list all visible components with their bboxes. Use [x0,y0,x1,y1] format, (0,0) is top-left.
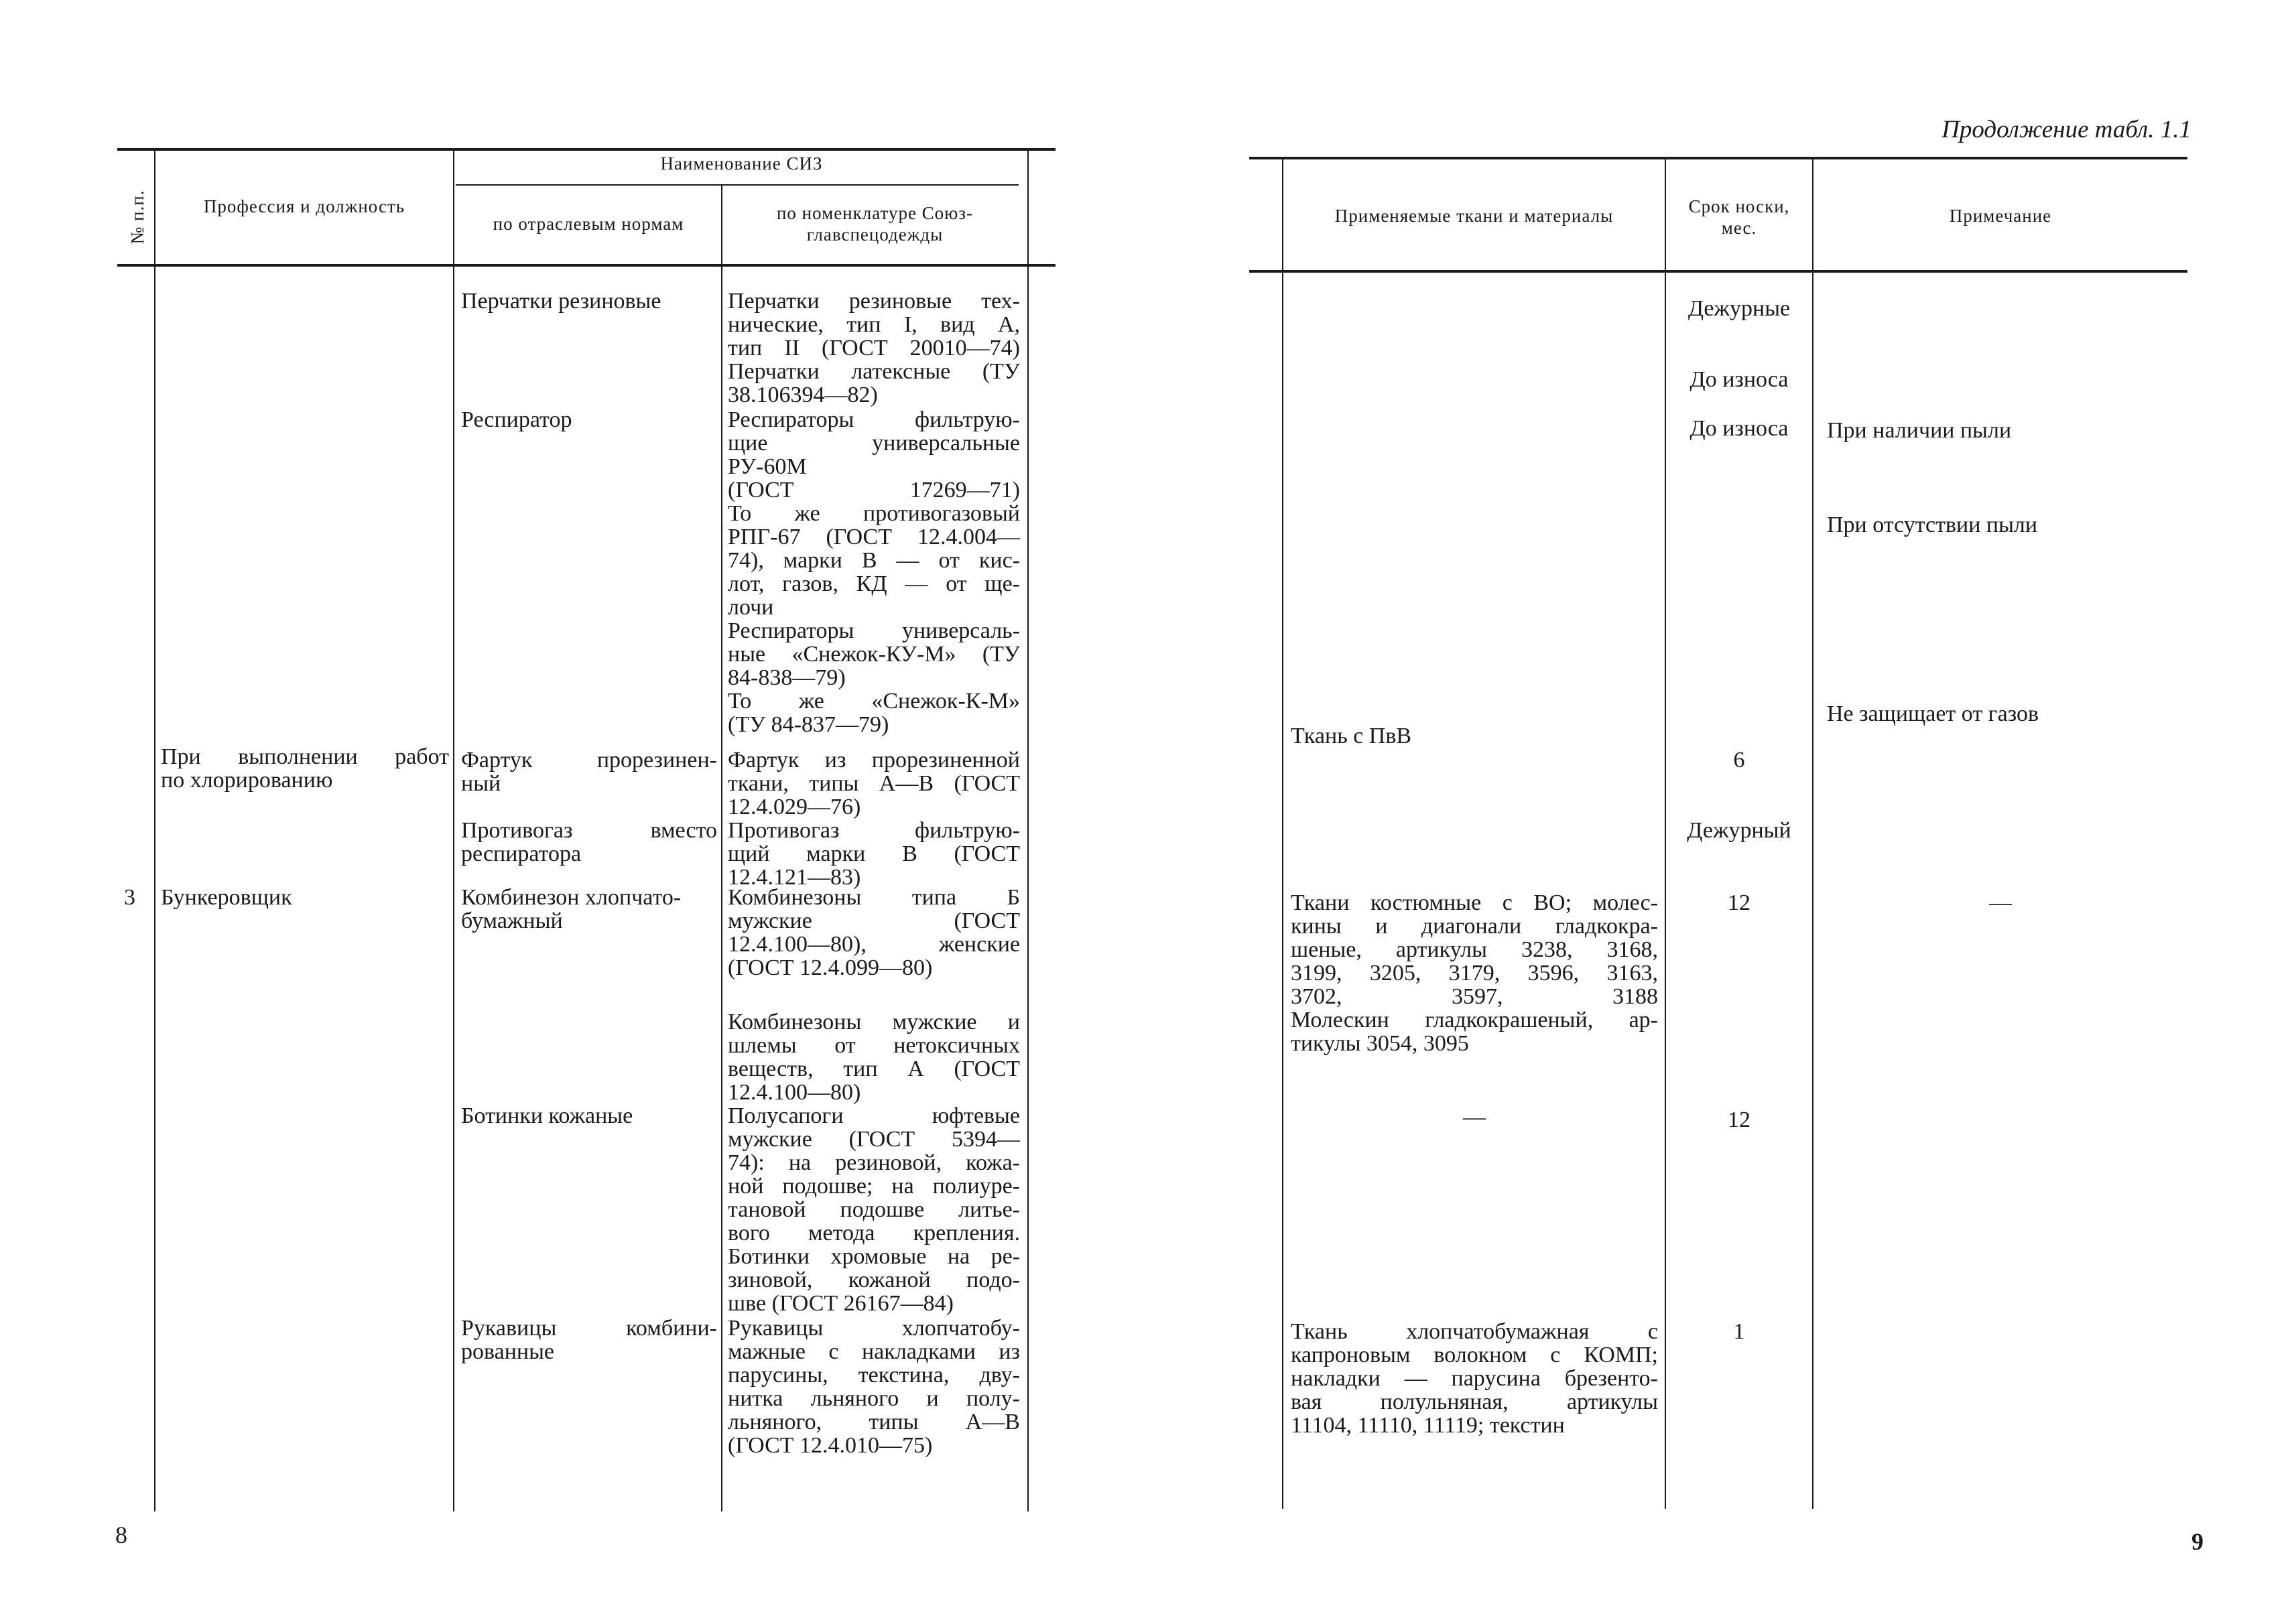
text-line: шве (ГОСТ 26167—84) [728,1291,954,1316]
material-cotton [1291,1320,1658,1437]
header-num: № п.п. [127,190,147,245]
header-profession: Профессия и должность [203,196,405,216]
text-line: (ГОСТ 12.4.010—75) [728,1433,933,1458]
nomenclature-respirators [728,408,1020,736]
left-col-rule-1 [154,148,155,1511]
material-pvv: Ткань с ПвВ [1291,724,1412,748]
term-value: До износа [1689,416,1789,441]
norm-line: бумажный [461,908,563,933]
text-line: То же «Снежок-К-М» [728,689,1020,714]
profession-line: по хлорированию [161,768,333,793]
norm-line: рованные [461,1339,555,1364]
nomenclature-overall-nontoxic [728,1010,1020,1104]
profession-bunker: Бункеровщик [161,885,292,910]
text-line: Полусапоги юфтевые [728,1103,1020,1128]
term-value: 1 [1733,1319,1745,1344]
text-line: Респираторы фильтрую- [728,407,1020,432]
norm-line: Фартук прорезинен- [461,748,717,772]
text-line: То же противогазовый [728,501,1020,526]
nomenclature-apron [728,748,1020,819]
term-value: 12 [1728,890,1750,915]
text-line: парусины, текстина, дву- [728,1363,1020,1388]
text-line: шеные, артикулы 3238, 3168, [1291,937,1658,962]
left-header-bottom-rule [117,264,1056,267]
text-line: 12.4.029—76) [728,795,861,819]
right-header-bottom-rule [1249,270,2187,273]
text-line: мужские (ГОСТ 5394— [728,1127,1020,1152]
text-line: мужские (ГОСТ [728,908,1020,933]
left-col-rule-4 [1027,148,1029,1511]
text-line: лочи [728,595,774,620]
nomenclature-mittens [728,1316,1020,1457]
text-line: вая полульняная, артикулы [1291,1390,1658,1414]
text-line: ной подошве; на полиуре- [728,1174,1020,1199]
text-line: 12.4.100—80), женские [728,932,1020,957]
header-nomenclature [722,202,1027,245]
norm-line: Противогаз вместо [461,818,717,843]
text-line: 74), марки В — от кис- [728,548,1020,573]
note-dust-absent: При отсутствии пыли [1827,513,2038,537]
term-value: 12 [1728,1107,1750,1132]
text-line: 3199, 3205, 3179, 3596, 3163, [1291,961,1658,986]
text-line: 84-838—79) [728,665,846,690]
header-materials: Применяемые ткани и материалы [1334,206,1614,226]
note-dash: — [1989,890,2012,915]
header-term [1666,196,1812,239]
header-siz-group: Наименование СИЗ [660,153,823,174]
text-line: Комбинезоны типа Б [728,885,1020,910]
page-number-left: 8 [115,1522,127,1548]
text-line: Перчатки латексные (ТУ [728,359,1020,384]
text-line: лот, газов, КД — от ще- [728,571,1020,596]
text-line: щий марки В (ГОСТ [728,841,1020,866]
header-term-line: мес. [1721,218,1757,238]
norm-overall [461,886,717,933]
norm-respirator: Респиратор [461,407,572,432]
text-line: тикулы 3054, 3095 [1291,1031,1469,1056]
text-line: Рукавицы хлопчатобу- [728,1316,1020,1341]
norm-line: респиратора [461,841,582,866]
material-dash: — [1463,1105,1486,1130]
text-line: щие универсальные [728,431,1020,456]
header-note: Примечание [1949,206,2052,226]
profession-line: При выполнении работ [161,744,449,769]
nomenclature-gasmask [728,819,1020,889]
text-line: нические, тип I, вид А, [728,312,1020,337]
text-line: веществ, тип А (ГОСТ [728,1057,1020,1081]
material-costume [1291,891,1658,1055]
norm-mittens [461,1316,717,1363]
text-line: нитка льняного и полу- [728,1386,1020,1411]
row-number-3: 3 [124,885,135,910]
term-value: Дежурные [1687,296,1791,321]
header-nomenclature-line: главспецодежды [806,224,944,245]
term-value: 6 [1733,748,1745,772]
text-line: шлемы от нетоксичных [728,1033,1020,1058]
text-line: капроновым волокном с КОМП; [1291,1343,1658,1367]
text-line: (ГОСТ 12.4.099—80) [728,955,933,980]
left-col-rule-2 [453,148,454,1511]
header-term-line: Срок носки, [1688,196,1790,216]
norm-gloves: Перчатки резиновые [461,289,661,314]
text-line: РПГ-67 (ГОСТ 12.4.004— [728,525,1020,549]
left-table-top-rule [117,148,1056,151]
header-nomenclature-line: по номенклатуре Союз- [776,203,974,223]
text-line: Комбинезоны мужские и [728,1010,1020,1034]
nomenclature-overall [728,886,1020,979]
text-line: вого метода крепления. [728,1221,1020,1245]
nomenclature-boots [728,1104,1020,1315]
text-line: льняного, типы А—В [728,1410,1020,1434]
text-line: 11104, 11110, 11119; текстин [1291,1413,1565,1438]
left-col-rule-3 [721,186,722,1511]
text-line: Ткань хлопчатобумажная с [1291,1319,1658,1344]
profession-chlorination [161,745,449,792]
text-line: кины и диагонали гладкокра- [1291,914,1658,939]
text-line: 12.4.100—80) [728,1080,861,1105]
text-line: (ТУ 84-837—79) [728,712,889,737]
text-line: зиновой, кожаной подо- [728,1268,1020,1292]
norm-line: Рукавицы комбини- [461,1316,717,1341]
text-line: Противогаз фильтрую- [728,818,1020,843]
norm-gasmask [461,819,717,866]
norm-line: ный [461,771,501,796]
header-industry-norms: по отраслевым нормам [493,214,684,234]
term-value: Дежурный [1687,818,1791,843]
right-table-top-rule [1249,157,2187,159]
text-line: накладки — парусина брезенто- [1291,1366,1658,1391]
nomenclature-gloves [728,289,1020,407]
note-no-gas-protection: Не защищает от газов [1827,701,2039,726]
text-line: ные «Снежок-КУ-М» (ТУ [728,642,1020,667]
text-line: РУ-60М [728,454,807,479]
text-line: 12.4.121—83) [728,865,861,890]
text-line: (ГОСТ 17269—71) [728,478,1020,502]
norm-apron [461,748,717,795]
text-line: Ботинки хромовые на ре- [728,1244,1020,1269]
text-line: ткани, типы А—В (ГОСТ [728,771,1020,796]
text-line: 3702, 3597, 3188 [1291,984,1658,1009]
text-line: Ткани костюмные с ВО; молес- [1291,890,1658,915]
right-col-rule-1 [1282,157,1283,1509]
text-line: тип II (ГОСТ 20010—74) [728,336,1020,360]
text-line: Молескин гладкокрашеный, ар- [1291,1008,1658,1032]
text-line: Респираторы универсаль- [728,618,1020,643]
norm-boots: Ботинки кожаные [461,1103,633,1128]
text-line: 74): на резиновой, кожа- [728,1150,1020,1175]
page-number-right: 9 [2191,1528,2204,1555]
text-line: мажные с накладками из [728,1339,1020,1364]
text-line: тановой подошве литье- [728,1197,1020,1222]
norm-line: Комбинезон хлопчато- [461,885,682,910]
continuation-label: Продолжение табл. 1.1 [1941,116,2191,143]
left-siz-subheader-rule [456,184,1019,186]
right-col-rule-3 [1812,157,1813,1509]
note-dust-present: При наличии пыли [1827,418,2012,443]
term-value: До износа [1689,367,1789,392]
text-line: 38.106394—82) [728,383,878,407]
text-line: Перчатки резиновые тех- [728,289,1020,314]
text-line: Фартук из прорезиненной [728,748,1020,772]
